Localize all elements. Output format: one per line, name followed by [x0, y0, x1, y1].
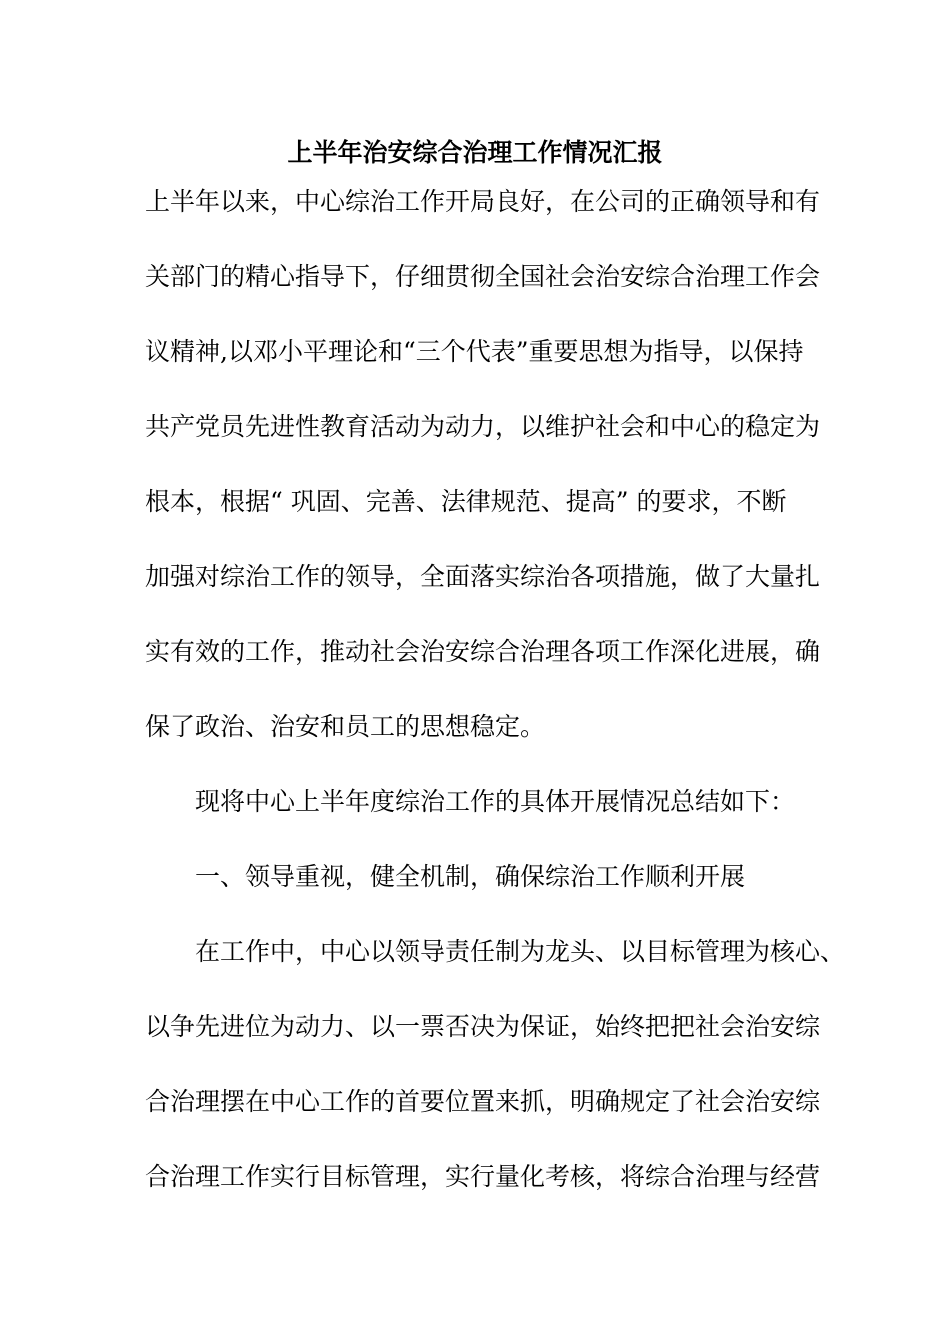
paragraph-line: 保了政治、治安和员工的思想稳定。: [145, 712, 546, 741]
paragraph-line: 议精神,以邓小平理论和“三个代表”重要思想为指导，以保持: [145, 337, 804, 366]
paragraph-line: 根本，根据“ 巩固、完善、法律规范、提高” 的要求，不断: [145, 487, 787, 516]
paragraph-line: 实有效的工作，推动社会治安综合治理各项工作深化进展，确: [145, 637, 821, 666]
paragraph-line: 上半年以来，中心综治工作开局良好，在公司的正确领导和有: [145, 187, 821, 216]
section-heading: 一、领导重视，健全机制，确保综治工作顺利开展: [145, 862, 746, 891]
paragraph-line: 现将中心上半年度综治工作的具体开展情况总结如下：: [145, 787, 796, 816]
document-title: 上半年治安综合治理工作情况汇报: [287, 138, 663, 167]
paragraph-line: 合治理摆在中心工作的首要位置来抓，明确规定了社会治安综: [145, 1087, 821, 1116]
paragraph-line: 关部门的精心指导下，仔细贯彻全国社会治安综合治理工作会: [145, 262, 821, 291]
paragraph-line: 以争先进位为动力、以一票否决为保证，始终把把社会治安综: [145, 1012, 821, 1041]
paragraph-line: 在工作中，中心以领导责任制为龙头、以目标管理为核心、: [145, 937, 846, 966]
paragraph-line: 共产党员先进性教育活动为动力，以维护社会和中心的稳定为: [145, 412, 821, 441]
paragraph-line: 加强对综治工作的领导，全面落实综治各项措施，做了大量扎: [145, 562, 821, 591]
paragraph-line: 合治理工作实行目标管理，实行量化考核，将综合治理与经营: [145, 1162, 821, 1191]
